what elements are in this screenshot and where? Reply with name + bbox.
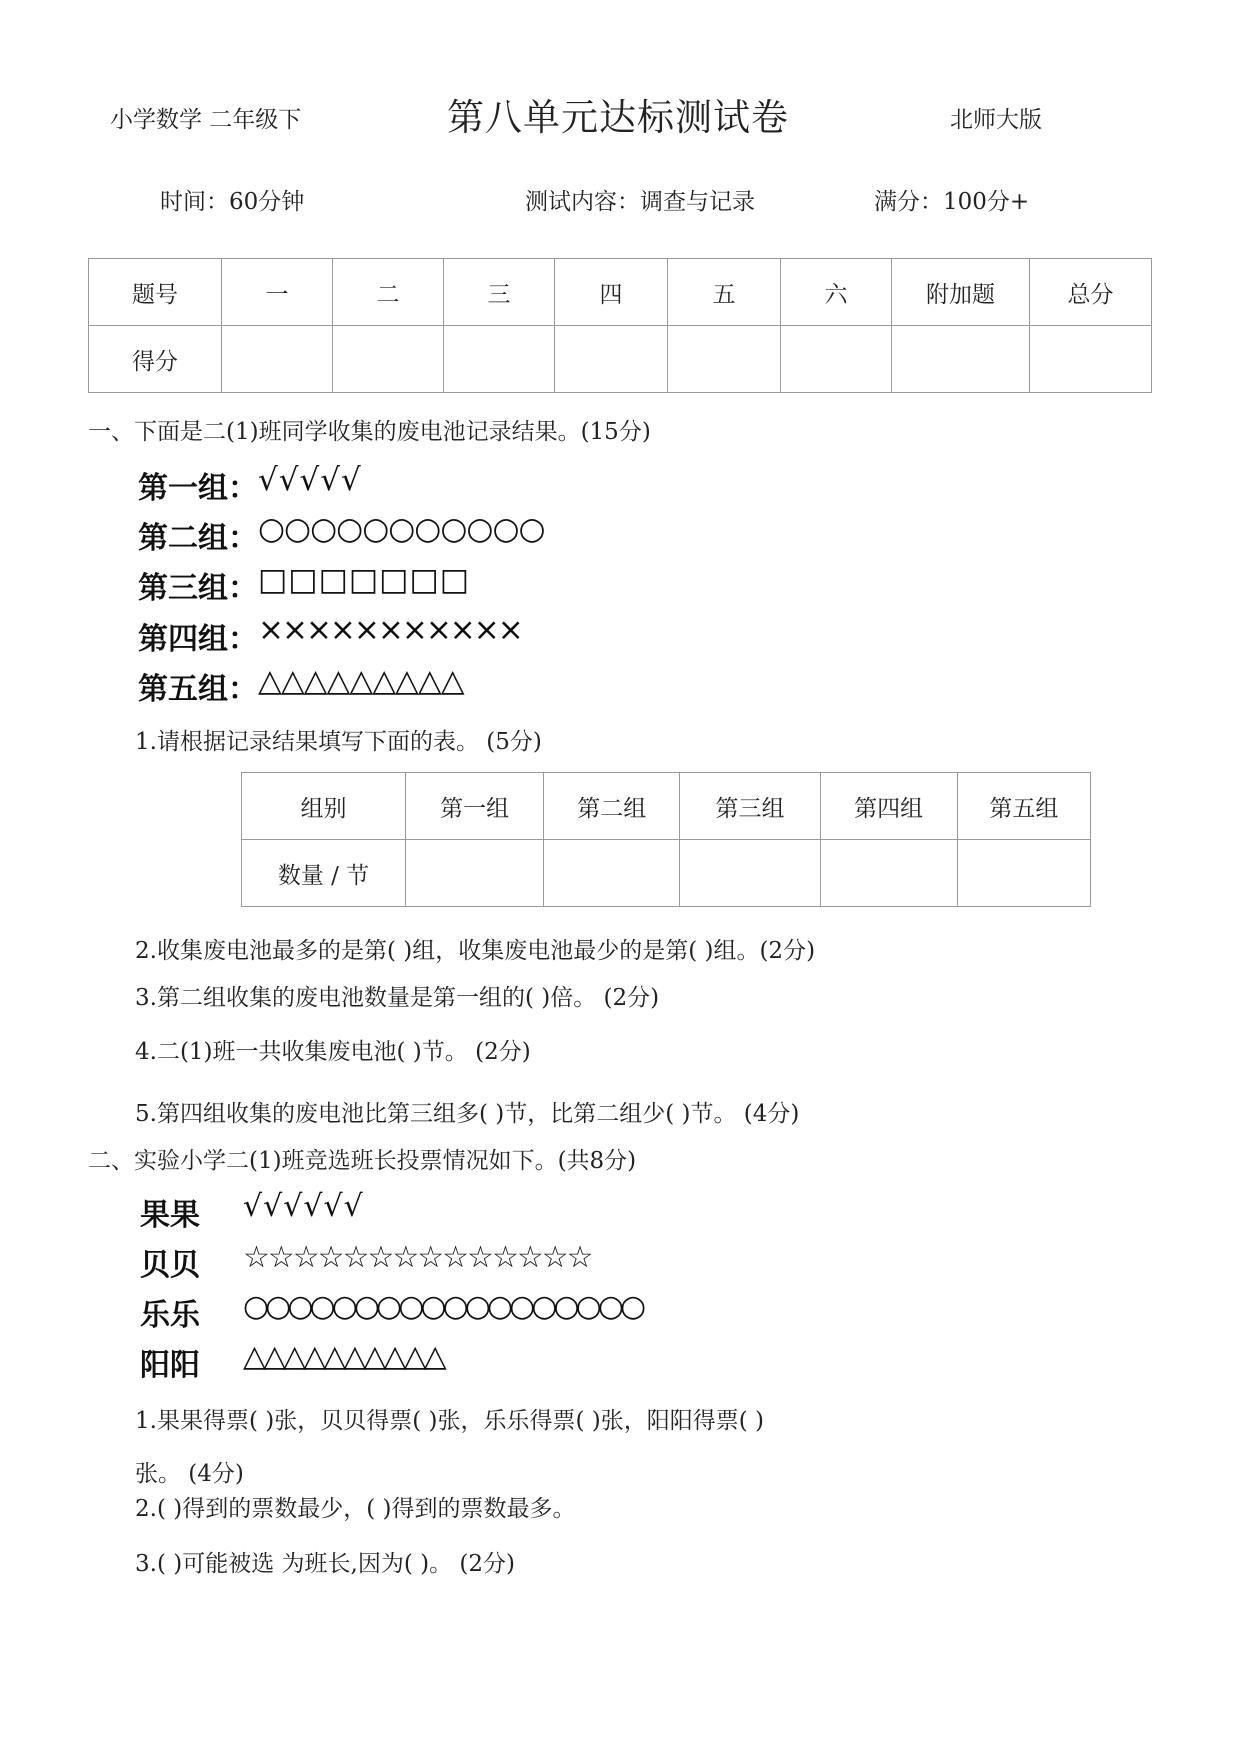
- candidate-name: 果果: [140, 1198, 200, 1233]
- check-mark-icons: √√√√√√: [243, 1189, 364, 1224]
- score-cell[interactable]: [1030, 326, 1152, 393]
- question-2-2: 2.( )得到的票数最少，( )得到的票数最多。: [135, 1496, 576, 1522]
- triangle-icons: △△△△△△△△△: [258, 663, 464, 699]
- score-cell[interactable]: [333, 326, 444, 393]
- triangle-icons: △△△△△△△△△△: [243, 1339, 444, 1374]
- question-1-1: 1.请根据记录结果填写下面的表。 (5分): [135, 729, 542, 755]
- cross-icons: ×××××××××××: [258, 612, 522, 648]
- question-1-4: 4.二(1)班一共收集废电池( )节。 (2分): [135, 1039, 531, 1065]
- group-label: 第三组：: [138, 571, 258, 606]
- candidate-name: 乐乐: [140, 1298, 200, 1333]
- score-header-cell: 一: [222, 259, 333, 326]
- candidate-name: 阳阳: [140, 1348, 200, 1383]
- score-header-cell: 总分: [1030, 259, 1152, 326]
- battery-row-label: 数量 / 节: [242, 840, 406, 907]
- battery-count-cell[interactable]: [957, 840, 1090, 907]
- full-score: 满分：100分+: [874, 189, 1030, 215]
- battery-header-cell: 组别: [242, 773, 406, 840]
- score-cell[interactable]: [892, 326, 1030, 393]
- score-table: [88, 258, 1152, 393]
- subject-grade: 小学数学 二年级下: [110, 107, 302, 133]
- battery-count-table: [241, 772, 1091, 907]
- check-mark-icons: √√√√√: [258, 462, 362, 498]
- score-cell[interactable]: [444, 326, 555, 393]
- star-icons: ☆☆☆☆☆☆☆☆☆☆☆☆☆☆: [243, 1240, 592, 1275]
- battery-count-cell[interactable]: [680, 840, 820, 907]
- group-label: 第五组：: [138, 672, 258, 707]
- score-header-cell: 三: [444, 259, 555, 326]
- battery-count-cell[interactable]: [406, 840, 544, 907]
- score-header-cell: 五: [668, 259, 781, 326]
- battery-header-cell: 第二组: [544, 773, 680, 840]
- battery-header-cell: 第一组: [406, 773, 544, 840]
- question-2-3: 3.( )可能被选 为班长,因为( )。 (2分): [135, 1551, 515, 1577]
- score-header-cell: 附加题: [892, 259, 1030, 326]
- score-header-cell: 题号: [89, 259, 222, 326]
- score-header-cell: 二: [333, 259, 444, 326]
- group-label: 第四组：: [138, 622, 258, 657]
- score-cell[interactable]: [668, 326, 781, 393]
- question-2-1: 1.果果得票( )张，贝贝得票( )张，乐乐得票( )张，阳阳得票( ): [135, 1408, 764, 1434]
- score-row-label: 得分: [89, 326, 222, 393]
- score-header-cell: 六: [781, 259, 892, 326]
- battery-count-cell[interactable]: [820, 840, 957, 907]
- group-label: 第一组：: [138, 471, 258, 506]
- question-1-3: 3.第二组收集的废电池数量是第一组的( )倍。 (2分): [135, 985, 660, 1011]
- circle-icons: ○○○○○○○○○○○○○○○○○○: [243, 1289, 643, 1324]
- exam-content: 测试内容：调查与记录: [525, 189, 755, 215]
- question-1-5: 5.第四组收集的废电池比第三组多( )节，比第二组少( )节。 (4分): [135, 1101, 800, 1127]
- question-2-1-cont: 张。 (4分): [135, 1461, 244, 1487]
- edition: 北师大版: [950, 107, 1042, 133]
- battery-header-cell: 第四组: [820, 773, 957, 840]
- section-2-title: 二、实验小学二(1)班竞选班长投票情况如下。(共8分): [88, 1148, 637, 1174]
- group-label: 第二组：: [138, 521, 258, 556]
- battery-header-cell: 第五组: [957, 773, 1090, 840]
- circle-icons: ○○○○○○○○○○○: [258, 511, 545, 547]
- exam-time: 时间：60分钟: [160, 189, 305, 215]
- score-cell[interactable]: [781, 326, 892, 393]
- section-1-title: 一、下面是二(1)班同学收集的废电池记录结果。(15分): [88, 419, 651, 445]
- page-title: 第八单元达标测试卷: [447, 96, 789, 139]
- question-1-2: 2.收集废电池最多的是第( )组，收集废电池最少的是第( )组。(2分): [135, 938, 816, 964]
- score-cell[interactable]: [222, 326, 333, 393]
- score-cell[interactable]: [555, 326, 668, 393]
- battery-header-cell: 第三组: [680, 773, 820, 840]
- score-header-cell: 四: [555, 259, 668, 326]
- square-icons: □□□□□□□: [258, 562, 471, 598]
- candidate-name: 贝贝: [140, 1248, 200, 1283]
- battery-count-cell[interactable]: [544, 840, 680, 907]
